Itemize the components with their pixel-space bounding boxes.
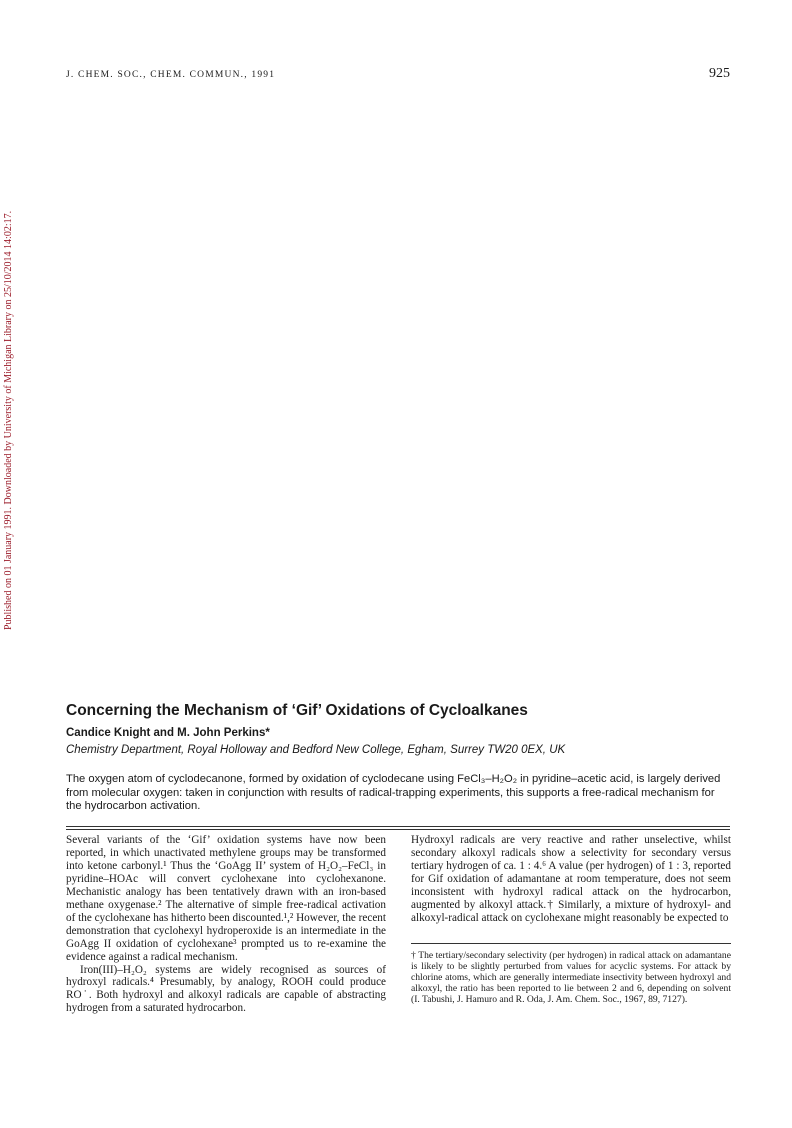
- abstract-divider: [66, 826, 730, 827]
- running-head: J. CHEM. SOC., CHEM. COMMUN., 1991: [66, 70, 276, 80]
- body-column-right: [411, 834, 731, 1005]
- body-paragraph: Hydroxyl radicals are very reactive and rather unselective, whilst secondary alkoxyl radicals show a selectivity for secondary versus tertiary hydrogen of ca. 1 : 4.⁶ A value (per hydrogen) of 1 : 3, reported for Gif oxidation of adamantane at room temperature, does not seem inconsistent with hydroxyl radical attack on the hydrocarbon, augmented by alkoxyl attack.† Similarly, a mixture of hydroxyl- and alkoxyl-radical attack on cyclohexane might reasonably be expected to: [411, 834, 731, 924]
- body-paragraph: Iron(III)–H₂O₂ systems are widely recognised as sources of hydroxyl radicals.⁴ Presumably, by analogy, ROOH could produce RO˙. Both hydroxyl and alkoxyl radicals are capable of abstracting hydrogen from a saturated hydrocarbon.: [66, 963, 386, 1015]
- abstract-divider-secondary: [66, 829, 730, 830]
- affiliation: Chemistry Department, Royal Holloway and Bedford New College, Egham, Surrey TW20 0EX, UK: [66, 744, 566, 756]
- body-paragraph: Several variants of the ‘Gif’ oxidation systems have now been reported, in which unactivated methylene groups may be transformed into ketone carbonyl.¹ Thus the ‘GoAgg II’ system of H₂O₂–FeCl₃ in pyridine–HOAc will convert cyclohexane into cyclohexanone. Mechanistic analogy has been tentatively drawn with an iron-based methane oxygenase.² The alternative of simple free-radical activation of the cyclohexane has hitherto been discounted.¹,² However, the recent demonstration that cyclohexyl hydroperoxide is an intermediate in the GoAgg II oxidation of cyclohexane³ prompted us to re-examine the evidence against a radical mechanism.: [66, 834, 387, 963]
- abstract: The oxygen atom of cyclodecanone, formed by oxidation of cyclodecane using FeCl₃–H₂O₂ in pyridine–acetic acid, is largely derived from molecular oxygen: taken in conjunction with results of radical-trapping experiments, this supports a free-radical mechanism for the hydrocarbon activation.: [66, 773, 721, 813]
- footnote-divider: [411, 943, 731, 944]
- download-stamp: Published on 01 January 1991. Downloaded by University of Michigan Library on 25/10/2014 14:02:17.: [3, 210, 14, 630]
- article-title: Concerning the Mechanism of ‘Gif’ Oxidations of Cycloalkanes: [66, 702, 528, 719]
- authors: Candice Knight and M. John Perkins*: [66, 727, 270, 739]
- footnote: † The tertiary/secondary selectivity (per hydrogen) in radical attack on adamantane is likely to be slightly perturbed from values for acyclic systems. For attack by chlorine atoms, which are generally intermediate insectivity between hydroxyl and alkoxyl, the ratio has been reported to lie between 2 and 6, depending on solvent (I. Tabushi, J. Hamuro and R. Oda, J. Am. Chem. Soc., 1967, 89, 7127).: [411, 949, 731, 1006]
- page-number: 925: [709, 66, 730, 81]
- body-column-left: [66, 834, 386, 1015]
